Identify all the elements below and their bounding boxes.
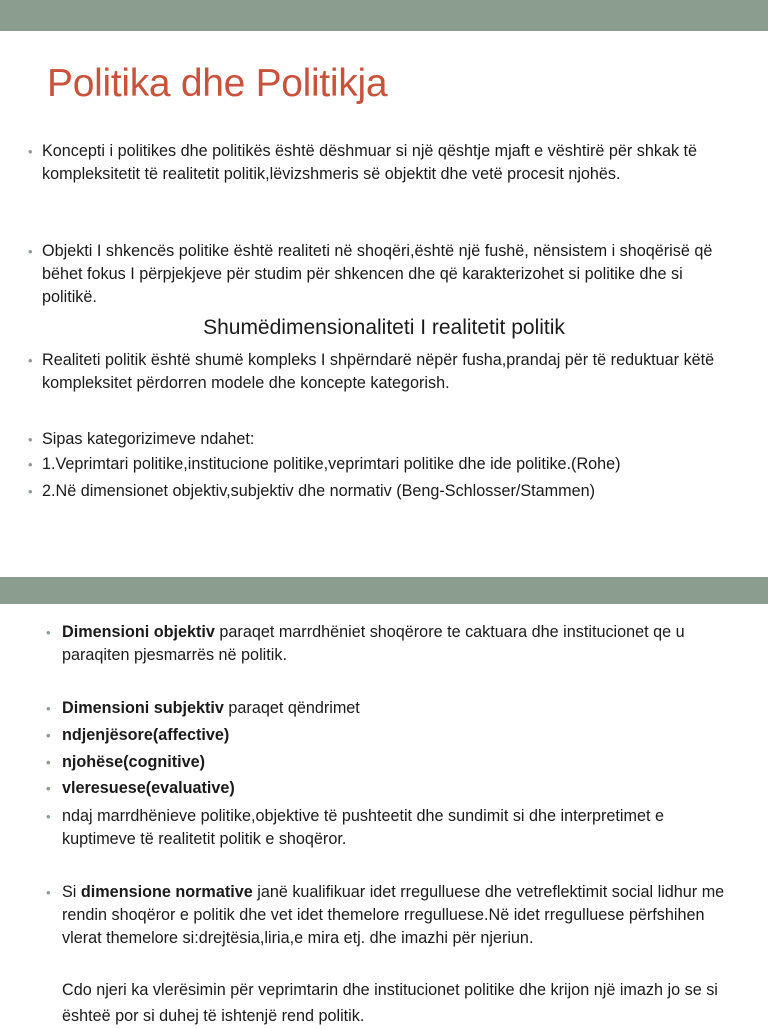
term-normative: dimensione normative	[80, 883, 253, 901]
slide-divider-bar	[0, 577, 768, 604]
normative-prefix: Si	[62, 883, 81, 901]
normative-text: janë kualifikuar idet rregulluese dhe vetreflektimit social lidhur me rendin shoqëror e politik dhe vet idet themelore rregulluese.Në idet rregulluese përfshihen vlerat themelore si:drejtësia,liria,e mira etj. dhe imazhi për njeriun.	[62, 883, 725, 947]
bullet-normative-dimension	[62, 881, 732, 950]
bullet-categorization: • Sipas kategorizimeve ndahet:	[42, 428, 732, 451]
slide-title: Politika dhe Politikja	[47, 62, 388, 105]
term-objective: Dimensioni objektiv	[62, 623, 215, 641]
top-accent-bar	[0, 0, 768, 31]
subjective-text: paraqet qëndrimet	[223, 699, 360, 717]
bullet-object: • Objekti I shkencës politike është realiteti në shoqëri,është një fushë, nënsistem i shoqërisë që bëhet fokus I përpjekjeve për studim për shkencen dhe që karakterizohet si politike dhe si politikë.	[42, 240, 732, 309]
bullet-subjective-tail: • ndaj marrdhënieve politike,objektive të pushteetit dhe sundimit si dhe interpretimet e kuptimeve të realitetit politik e shoqëror.	[62, 805, 732, 851]
subjective-item-evaluative: • vleresuese(evaluative)	[62, 777, 732, 800]
bullet-objective-dimension	[62, 621, 732, 667]
bullet-subjective-dimension	[62, 697, 732, 720]
bullet-category-1: • 1.Veprimtari politike,institucione politike,veprimtari politike dhe ide politike.(Rohe)	[42, 453, 732, 476]
subjective-item-affective: • ndjenjësore(affective)	[62, 724, 732, 747]
objective-text: paraqet marrdhëniet shoqërore te caktuara dhe institucionet qe u paraqiten pjesmarrës në politik.	[62, 623, 685, 664]
term-subjective: Dimensioni subjektiv	[62, 699, 224, 717]
bullet-concept: • Koncepti i politikes dhe politikës është dëshmuar si një qështje mjaft e vështirë për shkak të kompleksitetit të realitetit politik,lëvizshmeris së objektit dhe vetë procesit njohës.	[42, 140, 732, 186]
subjective-item-cognitive: • njohëse(cognitive)	[62, 751, 732, 774]
bullet-complexity: • Realiteti politik është shumë kompleks I shpërndarë nëpër fusha,prandaj për të reduktuar këtë kompleksitet përdorren modele dhe koncepte kategorish.	[42, 349, 732, 395]
bullet-category-2: • 2.Në dimensionet objektiv,subjektiv dhe normativ (Beng-Schlosser/Stammen)	[42, 480, 732, 503]
section-subheading: Shumëdimensionaliteti I realitetit politik	[203, 316, 565, 339]
closing-paragraph: Cdo njeri ka vlerësimin për veprimtarin dhe institucionet politike dhe krijon një imazh jo se si ështeë por si duhej të ishtenjë rend politik.	[62, 981, 718, 1025]
